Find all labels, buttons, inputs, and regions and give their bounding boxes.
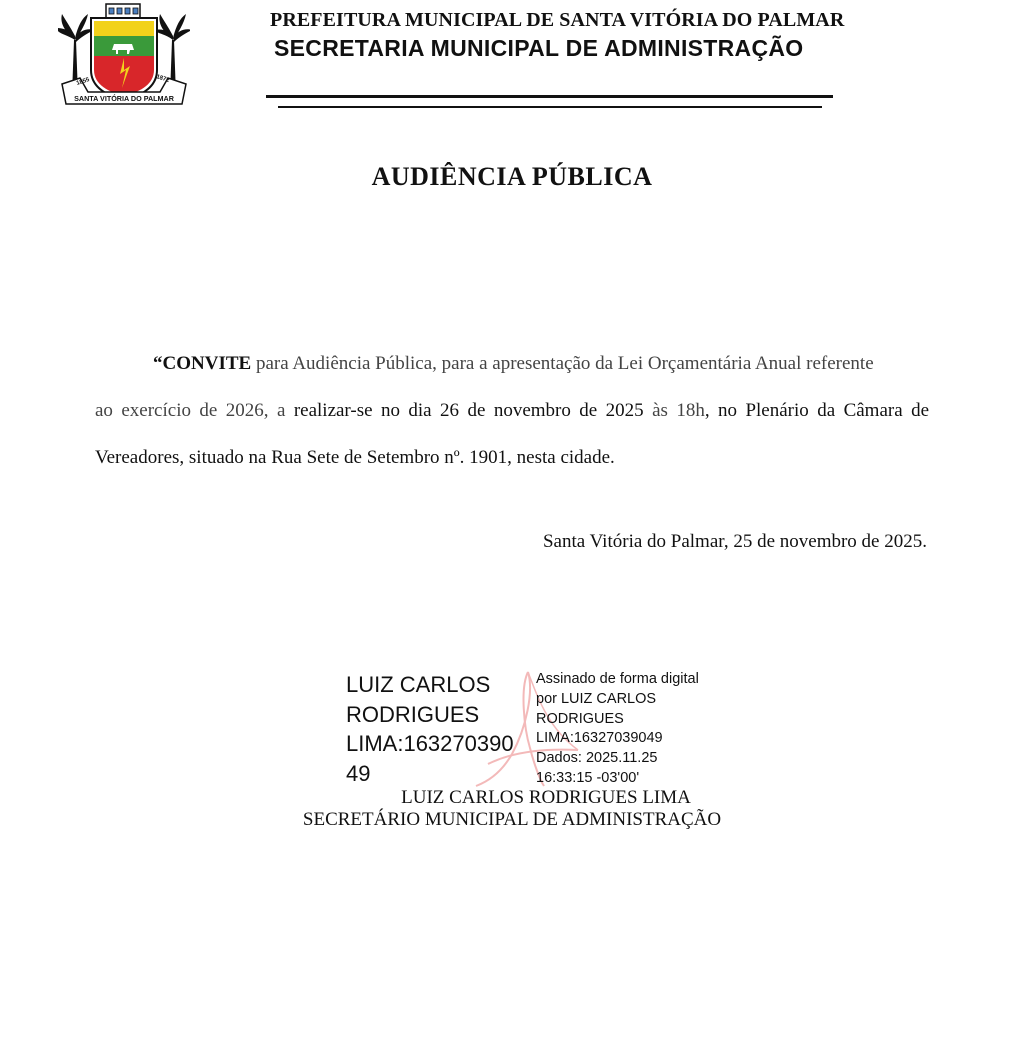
crest-year-right: 1872 (155, 74, 170, 85)
invitation-paragraph (95, 340, 929, 481)
mural-crown-icon (106, 4, 140, 18)
place-and-date: Santa Vitória do Palmar, 25 de novembro de 2025. (542, 531, 927, 552)
signer-role: SECRETÁRIO MUNICIPAL DE ADMINISTRAÇÃO (302, 809, 722, 830)
header-rule-top (266, 95, 833, 98)
body-line-3: Vereadores, situado na Rua Sete de Setembro nº. 1901, nesta cidade. (95, 447, 615, 468)
header-rule-bottom (278, 106, 822, 108)
invite-keyword: CONVITE (162, 353, 252, 374)
opening-quote: “ (153, 353, 163, 374)
shield-icon (91, 18, 157, 100)
body-line-1-text: para Audiência Pública, para a apresentação da Lei Orçamentária Anual referente (251, 353, 874, 374)
crest-motto: SANTA VITÓRIA DO PALMAR (74, 94, 174, 103)
coat-of-arms-logo (58, 0, 190, 112)
body-line-2-part-2: realizar-se no dia 26 de novembro de 2025 (285, 400, 653, 421)
crest-year-left: 1855 (75, 77, 91, 87)
institution-name: PREFEITURA MUNICIPAL DE SANTA VITÓRIA DO PALMAR (270, 9, 845, 31)
department-name: SECRETARIA MUNICIPAL DE ADMINISTRAÇÃO (274, 35, 804, 61)
body-line-1 (95, 340, 929, 387)
document-title: AUDIÊNCIA PÚBLICA (371, 162, 653, 191)
signer-printed-name: LUIZ CARLOS RODRIGUES LIMA (401, 787, 691, 808)
digital-signature-details: Assinado de forma digital por LUIZ CARLOS RODRIGUES LIMA:16327039049 Dados: 2025.11.25 16:33:15 -03'00' (536, 671, 699, 786)
signer-certificate-name: LUIZ CARLOS RODRIGUES LIMA:163270390 49 (346, 672, 514, 786)
body-line-2 (95, 387, 929, 434)
body-line-2-part-4: , no Plenário da Câmara de (704, 400, 930, 421)
body-line-2-part-1: ao exercício de 2026, a (95, 400, 286, 421)
body-line-2-part-3: às 18h (652, 400, 705, 421)
